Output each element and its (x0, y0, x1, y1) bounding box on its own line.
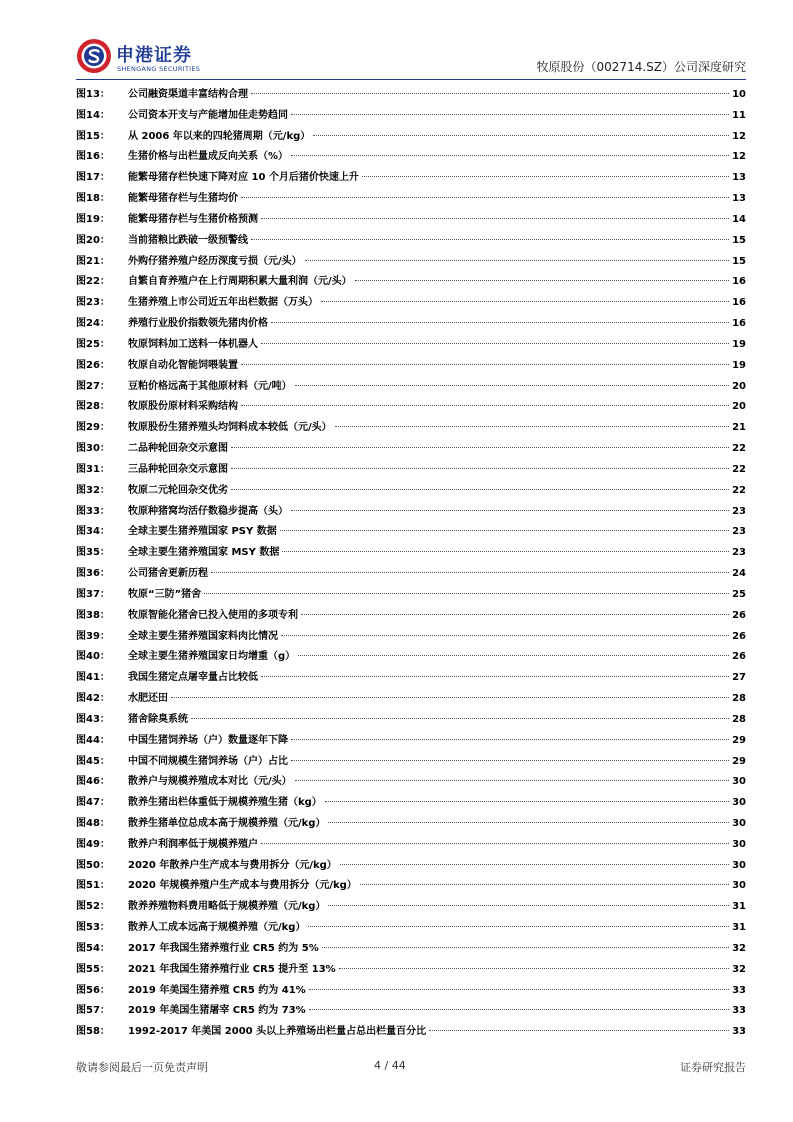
figure-title: 2019 年美国生猪养殖 CR5 约为 41% (128, 984, 306, 996)
footer-report-type: 证券研究报告 (680, 1061, 746, 1074)
figure-page-number: 31 (732, 922, 746, 934)
figure-title: 公司资本开支与产能增加佳走势趋同 (128, 109, 288, 121)
figure-list-item[interactable] (76, 731, 746, 752)
figure-page-number: 30 (732, 880, 746, 892)
figure-number: 图18： (76, 193, 110, 205)
figure-number: 图49： (76, 838, 110, 850)
figure-page-number: 26 (732, 651, 746, 663)
figure-page-number: 10 (732, 89, 746, 100)
figure-page-number: 30 (732, 817, 746, 829)
dot-leader (295, 385, 729, 386)
figure-list-item[interactable] (76, 231, 746, 252)
figure-page-number: 25 (732, 588, 746, 600)
figure-list-item[interactable] (76, 106, 746, 127)
figure-page-number: 19 (732, 359, 746, 371)
dot-leader (291, 155, 729, 156)
dot-leader (305, 260, 729, 261)
figure-page-number: 32 (732, 942, 746, 954)
figure-title: 能繁母猪存栏与生猪价格预测 (128, 213, 258, 225)
figure-number: 图13： (76, 89, 110, 100)
figure-page-number: 13 (732, 172, 746, 184)
figure-page-number: 30 (732, 776, 746, 788)
figure-page-number: 29 (732, 734, 746, 746)
figure-page-number: 26 (732, 609, 746, 621)
figure-list-item[interactable] (76, 835, 746, 856)
figure-page-number: 15 (732, 255, 746, 267)
dot-leader (295, 780, 729, 781)
figure-number: 图31： (76, 463, 110, 475)
dot-leader (291, 760, 729, 761)
figure-list-item[interactable] (76, 1001, 746, 1022)
figure-title: 1992-2017 年美国 2000 头以上养殖场出栏量占总出栏量百分比 (128, 1026, 427, 1038)
figure-page-number: 30 (732, 797, 746, 809)
figure-list-item[interactable] (76, 939, 746, 960)
figure-title: 全球主要生猪养殖国家 MSY 数据 (128, 547, 280, 559)
figure-list-item[interactable] (76, 876, 746, 897)
dot-leader (261, 218, 729, 219)
dot-leader (301, 614, 729, 615)
figure-number: 图38： (76, 609, 110, 621)
figure-list-item[interactable] (76, 918, 746, 939)
figure-number: 图58： (76, 1026, 110, 1038)
dot-leader (251, 93, 729, 94)
figure-number: 图15： (76, 130, 110, 142)
dot-leader (291, 739, 729, 740)
dot-leader (231, 468, 729, 469)
figure-title: 全球主要生猪养殖国家 PSY 数据 (128, 526, 277, 538)
figure-list-item[interactable] (76, 814, 746, 835)
figure-list-item[interactable] (76, 856, 746, 877)
figure-list-item[interactable] (76, 543, 746, 564)
dot-leader (204, 593, 729, 594)
figure-title: 牧原股份原材料采购结构 (128, 401, 238, 413)
figure-number: 图27： (76, 380, 110, 392)
figure-number: 图41： (76, 672, 110, 684)
figure-title: 生猪价格与出栏量成反向关系（%） (128, 151, 289, 163)
figure-number: 图37： (76, 588, 110, 600)
figure-list-item[interactable] (76, 793, 746, 814)
dot-leader (171, 697, 729, 698)
figure-number: 图21： (76, 255, 110, 267)
dot-leader (355, 280, 729, 281)
figure-number: 图54： (76, 942, 110, 954)
figure-title: 2017 年我国生猪养殖行业 CR5 约为 5% (128, 942, 319, 954)
figure-number: 图19： (76, 213, 110, 225)
figure-number: 图20： (76, 234, 110, 246)
figure-list-item[interactable] (76, 522, 746, 543)
figure-title: 牧原“三防”猪舍 (128, 588, 202, 600)
figure-list-item[interactable] (76, 710, 746, 731)
figure-title: 中国不同规模生猪饲养场（户）占比 (128, 755, 288, 767)
figure-number: 图25： (76, 338, 110, 350)
figure-title: 2019 年美国生猪屠宰 CR5 约为 73% (128, 1005, 306, 1017)
figure-title: 散养生猪单位总成本高于规模养殖（元/kg） (128, 817, 326, 829)
figure-page-number: 16 (732, 297, 746, 309)
figure-number: 图52： (76, 901, 110, 913)
figure-number: 图55： (76, 963, 110, 975)
figure-title: 2021 年我国生猪养殖行业 CR5 提升至 13% (128, 963, 336, 975)
dot-leader (291, 510, 729, 511)
dot-leader (321, 301, 729, 302)
figure-title: 水肥还田 (128, 693, 168, 705)
figure-page-number: 16 (732, 318, 746, 330)
figure-title: 豆粕价格远高于其他原材料（元/吨） (128, 380, 292, 392)
dot-leader (313, 135, 729, 136)
figure-list-item[interactable] (76, 252, 746, 273)
figure-page-number: 15 (732, 234, 746, 246)
figure-title: 散养户利润率低于规模养殖户 (128, 838, 258, 850)
figure-list-item[interactable] (76, 606, 746, 627)
figure-number: 图14： (76, 109, 110, 121)
dot-leader (328, 905, 729, 906)
dot-leader (282, 551, 729, 552)
figure-title: 牧原自动化智能饲喂装置 (128, 359, 238, 371)
figure-number: 图53： (76, 922, 110, 934)
figure-page-number: 23 (732, 505, 746, 517)
figure-page-number: 16 (732, 276, 746, 288)
company-logo (76, 38, 216, 78)
figure-list-item[interactable] (76, 377, 746, 398)
figure-page-number: 31 (732, 901, 746, 913)
figure-list-item[interactable] (76, 689, 746, 710)
figure-title: 能繁母猪存栏快速下降对应 10 个月后猪价快速上升 (128, 172, 359, 184)
dot-leader (211, 572, 729, 573)
figure-page-number: 20 (732, 401, 746, 413)
dot-leader (251, 239, 729, 240)
figure-number: 图35： (76, 547, 110, 559)
figure-list-item[interactable] (76, 210, 746, 231)
figure-title: 散养人工成本远高于规模养殖（元/kg） (128, 922, 306, 934)
figure-number: 图57： (76, 1005, 110, 1017)
figure-page-number: 20 (732, 380, 746, 392)
figure-page-number: 21 (732, 422, 746, 434)
dot-leader (231, 489, 729, 490)
dot-leader (298, 655, 729, 656)
dot-leader (291, 114, 729, 115)
figure-list-item[interactable] (76, 897, 746, 918)
figure-list-item[interactable] (76, 668, 746, 689)
figure-list-item[interactable] (76, 272, 746, 293)
brand-name-en: SHENGANG SECURITIES (117, 65, 201, 73)
figure-number: 图47： (76, 797, 110, 809)
dot-leader (280, 530, 729, 531)
figure-page-number: 13 (732, 193, 746, 205)
dot-leader (340, 864, 729, 865)
figure-list-item[interactable] (76, 127, 746, 148)
figure-page-number: 12 (732, 151, 746, 163)
figure-page-number: 33 (732, 984, 746, 996)
figure-list-item[interactable] (76, 772, 746, 793)
figure-page-number: 30 (732, 859, 746, 871)
figure-number: 图28： (76, 401, 110, 413)
dot-leader (261, 843, 729, 844)
figure-number: 图44： (76, 734, 110, 746)
figure-title: 散养生猪出栏体重低于规模养殖生猪（kg） (128, 797, 322, 809)
figure-page-number: 24 (732, 568, 746, 580)
dot-leader (360, 884, 729, 885)
figure-page-number: 30 (732, 838, 746, 850)
figure-title: 牧原饲料加工送料一体机器人 (128, 338, 258, 350)
figure-page-number: 23 (732, 547, 746, 559)
figure-page-number: 22 (732, 484, 746, 496)
figure-title: 我国生猪定点屠宰量占比较低 (128, 672, 258, 684)
figure-number: 图40： (76, 651, 110, 663)
dot-leader (335, 426, 729, 427)
figure-number: 图56： (76, 984, 110, 996)
figure-page-number: 28 (732, 713, 746, 725)
figure-list-item[interactable] (76, 960, 746, 981)
figure-page-number: 33 (732, 1005, 746, 1017)
figure-number: 图39： (76, 630, 110, 642)
dot-leader (339, 968, 729, 969)
figure-number: 图30： (76, 443, 110, 455)
figure-title: 二品种轮回杂交示意图 (128, 443, 228, 455)
figure-number: 图22： (76, 276, 110, 288)
figure-title: 能繁母猪存栏与生猪均价 (128, 193, 238, 205)
figure-number: 图33： (76, 505, 110, 517)
dot-leader (328, 822, 729, 823)
dot-leader (281, 635, 729, 636)
figure-list-item[interactable] (76, 502, 746, 523)
figure-list-item[interactable] (76, 335, 746, 356)
dot-leader (322, 947, 729, 948)
figure-title: 牧原二元轮回杂交优劣 (128, 484, 228, 496)
figure-list-item[interactable] (76, 481, 746, 502)
figure-title: 散养户与规模养殖成本对比（元/头） (128, 776, 292, 788)
dot-leader (325, 801, 729, 802)
figure-list-item[interactable] (76, 293, 746, 314)
figure-list-item[interactable] (76, 647, 746, 668)
figure-number: 图23： (76, 297, 110, 309)
figure-page-number: 29 (732, 755, 746, 767)
header-divider (76, 79, 746, 80)
dot-leader (241, 405, 729, 406)
figure-title: 散养养殖物料费用略低于规模养殖（元/kg） (128, 901, 326, 913)
figure-number: 图16： (76, 151, 110, 163)
dot-leader (241, 364, 729, 365)
figure-number: 图29： (76, 422, 110, 434)
figure-list-item[interactable] (76, 314, 746, 335)
figure-title: 养殖行业股价指数领先猪肉价格 (128, 318, 268, 330)
figure-number: 图36： (76, 568, 110, 580)
figure-list-item[interactable] (76, 564, 746, 585)
figure-number: 图51： (76, 880, 110, 892)
figure-title: 公司猪舍更新历程 (128, 568, 208, 580)
figure-list-item[interactable] (76, 147, 746, 168)
dot-leader (231, 447, 729, 448)
figure-title: 从 2006 年以来的四轮猪周期（元/kg） (128, 130, 311, 142)
dot-leader (191, 718, 729, 719)
figure-page-number: 11 (732, 109, 746, 121)
dot-leader (261, 343, 729, 344)
dot-leader (261, 676, 729, 677)
figure-list-item[interactable] (76, 439, 746, 460)
figure-title: 牧原股份生猪养殖头均饲料成本较低（元/头） (128, 422, 332, 434)
figure-page-number: 26 (732, 630, 746, 642)
figure-number: 图34： (76, 526, 110, 538)
figure-list-item[interactable] (76, 1022, 746, 1043)
figure-number: 图45： (76, 755, 110, 767)
figure-list-item[interactable] (76, 168, 746, 189)
figure-page-number: 32 (732, 963, 746, 975)
figure-number: 图32： (76, 484, 110, 496)
figure-title: 全球主要生猪养殖国家料肉比情况 (128, 630, 278, 642)
figure-page-number: 19 (732, 338, 746, 350)
dot-leader (308, 926, 729, 927)
figure-number: 图24： (76, 318, 110, 330)
figure-title: 外购仔猪养殖户经历深度亏损（元/头） (128, 255, 302, 267)
document-title: 牧原股份（002714.SZ）公司深度研究 (536, 60, 746, 74)
figure-list-item[interactable] (76, 397, 746, 418)
figure-page-number: 12 (732, 130, 746, 142)
dot-leader (362, 176, 729, 177)
figure-title: 猪舍除臭系统 (128, 713, 188, 725)
figure-title: 三品种轮回杂交示意图 (128, 463, 228, 475)
footer-page-number: 4 / 44 (374, 1059, 406, 1072)
figure-page-number: 28 (732, 693, 746, 705)
dot-leader (309, 1009, 729, 1010)
figure-number: 图26： (76, 359, 110, 371)
figure-page-number: 33 (732, 1026, 746, 1038)
figure-page-number: 14 (732, 213, 746, 225)
dot-leader (241, 197, 729, 198)
figure-number: 图42： (76, 693, 110, 705)
figure-page-number: 23 (732, 526, 746, 538)
figure-list-item[interactable] (76, 418, 746, 439)
figure-number: 图46： (76, 776, 110, 788)
figure-number: 图50： (76, 859, 110, 871)
figure-page-number: 22 (732, 463, 746, 475)
page-header (76, 36, 746, 80)
figure-list-item[interactable] (76, 752, 746, 773)
figure-title: 当前猪粮比跌破一级预警线 (128, 234, 248, 246)
figure-list-item[interactable] (76, 460, 746, 481)
figure-title: 公司融资渠道丰富结构合理 (128, 89, 248, 100)
figure-title: 全球主要生猪养殖国家日均增重（g） (128, 651, 296, 663)
figure-title: 牧原种猪窝均活仔数稳步提高（头） (128, 505, 288, 517)
figure-number: 图17： (76, 172, 110, 184)
figure-list-item[interactable] (76, 85, 746, 106)
figure-list-item[interactable] (76, 585, 746, 606)
figure-page-number: 22 (732, 443, 746, 455)
figure-title: 2020 年散养户生产成本与费用拆分（元/kg） (128, 859, 337, 871)
figure-list-item[interactable] (76, 627, 746, 648)
dot-leader (429, 1030, 729, 1031)
figure-list-item[interactable] (76, 356, 746, 377)
figure-page-number: 27 (732, 672, 746, 684)
dot-leader (309, 989, 729, 990)
figure-number: 图43： (76, 713, 110, 725)
figure-number: 图48： (76, 817, 110, 829)
figure-title: 2020 年规模养殖户生产成本与费用拆分（元/kg） (128, 880, 357, 892)
figure-list (76, 85, 746, 1043)
figure-title: 牧原智能化猪舍已投入使用的多项专利 (128, 609, 298, 621)
brand-name-cn: 申港证券 (116, 45, 192, 66)
shengang-logo-icon (76, 38, 112, 74)
figure-list-item[interactable] (76, 981, 746, 1002)
figure-title: 中国生猪饲养场（户）数量逐年下降 (128, 734, 288, 746)
figure-title: 生猪养殖上市公司近五年出栏数据（万头） (128, 297, 318, 309)
footer-disclaimer: 敬请参阅最后一页免责声明 (76, 1061, 208, 1074)
figure-list-item[interactable] (76, 189, 746, 210)
dot-leader (271, 322, 729, 323)
figure-title: 自繁自育养殖户在上行周期积累大量利润（元/头） (128, 276, 352, 288)
